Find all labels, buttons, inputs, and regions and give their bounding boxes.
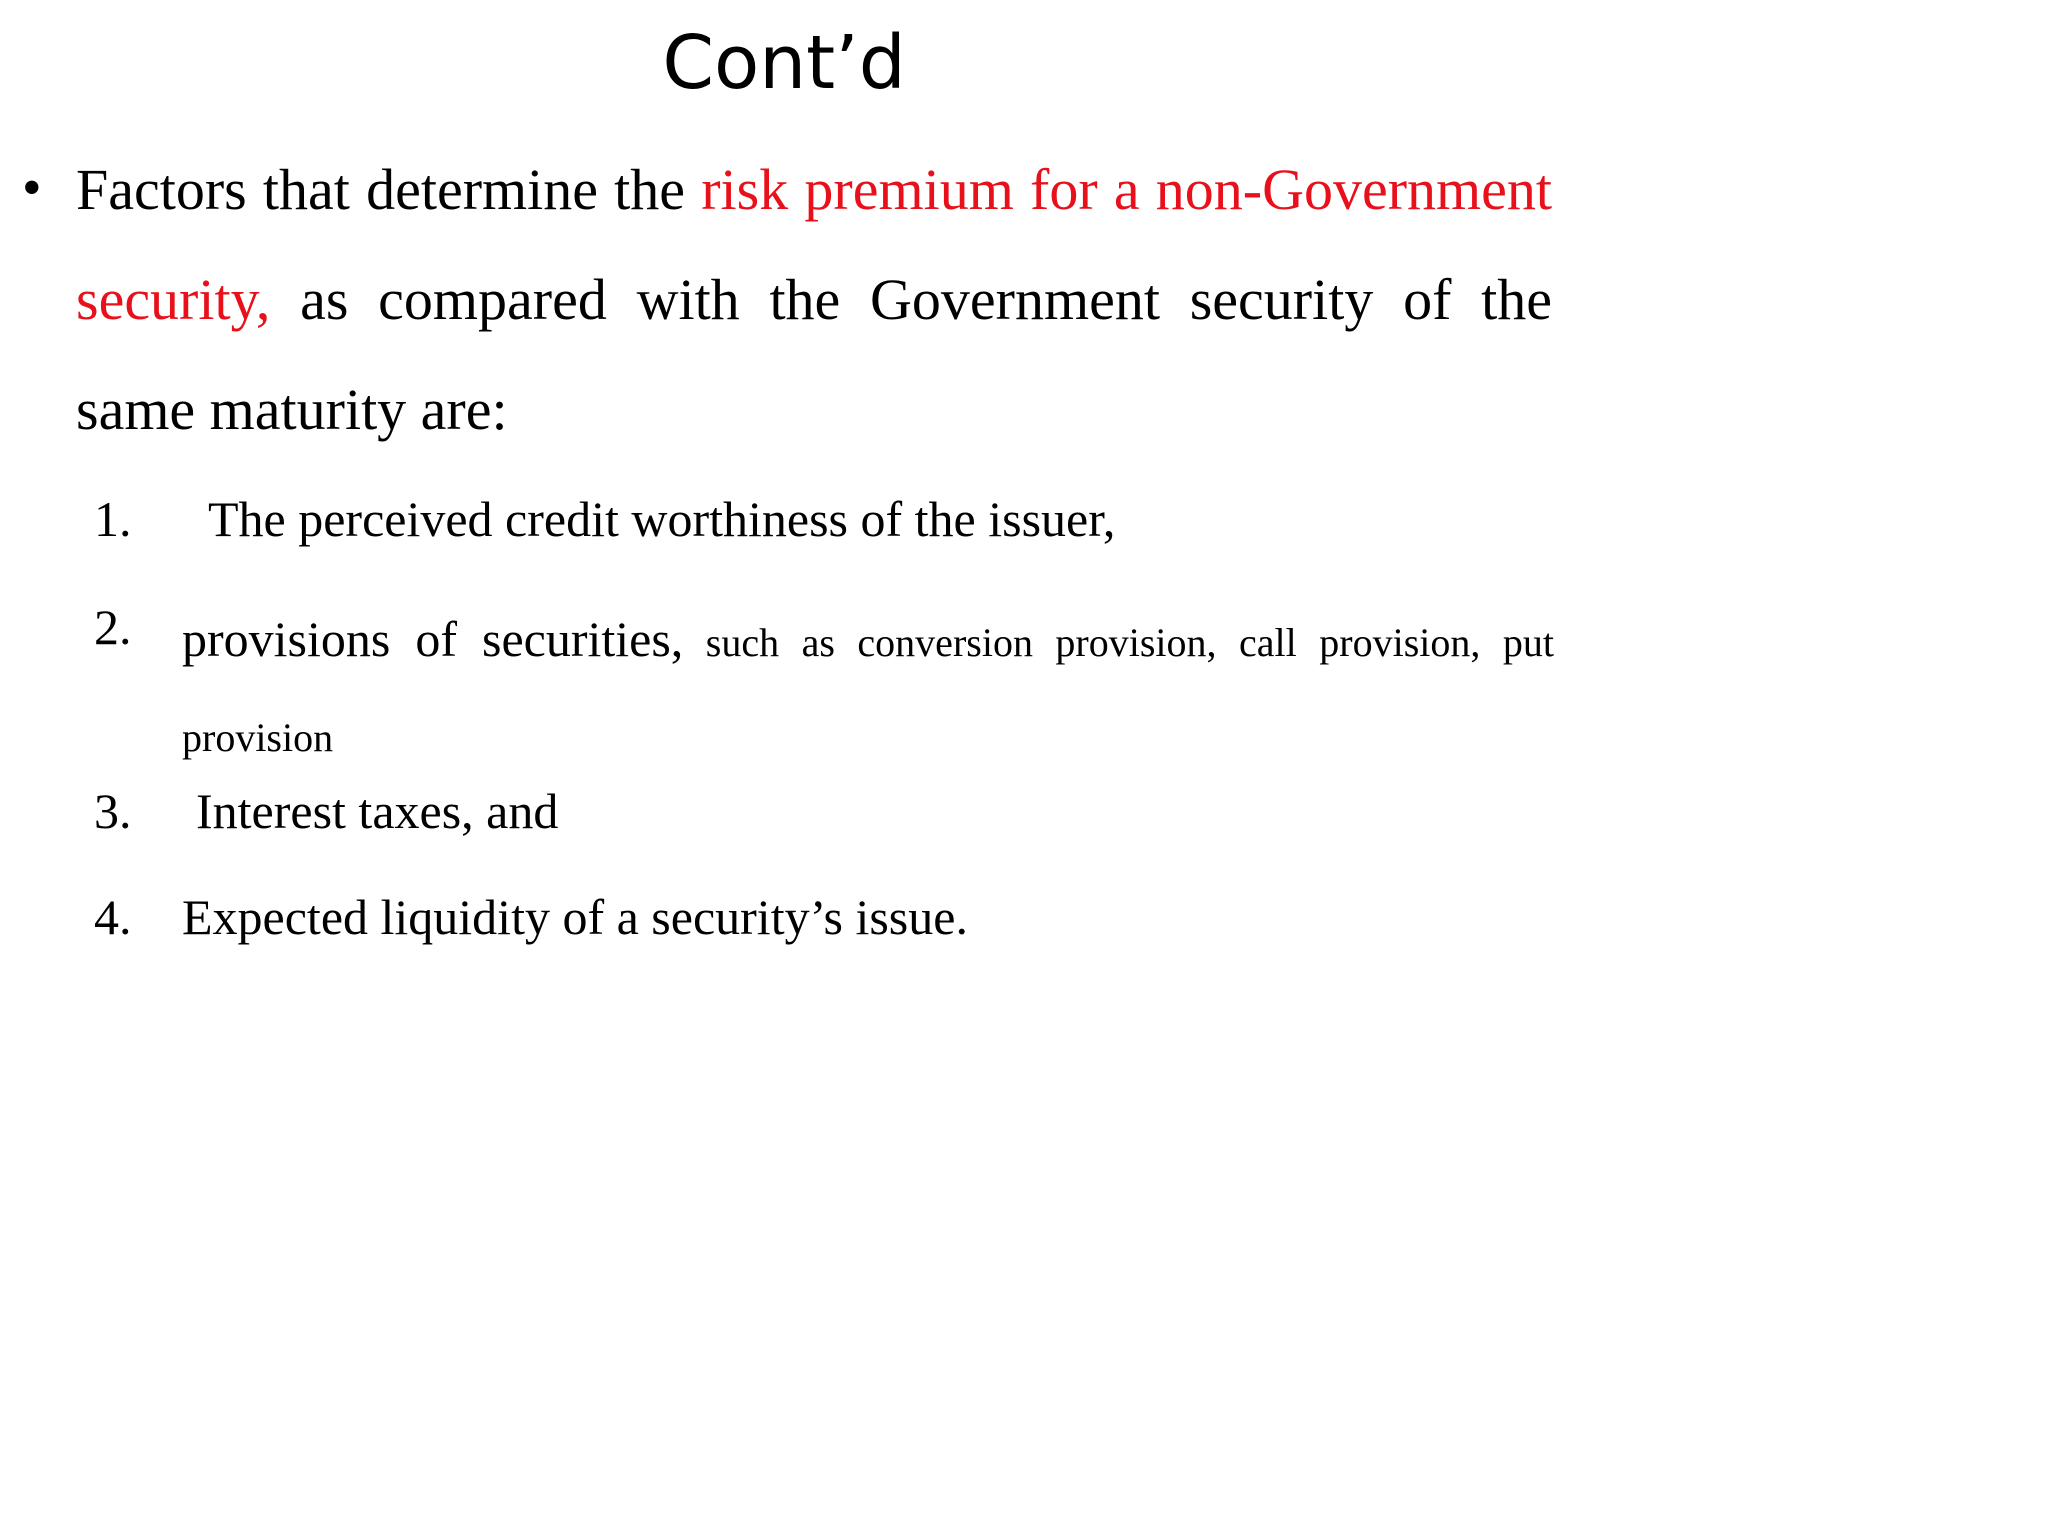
- list-item-1-text: The perceived credit worthiness of the issuer,: [208, 491, 1116, 547]
- bullet-marker: •: [22, 157, 42, 219]
- bullet-highlight: risk premium for a non-Government security,: [76, 157, 1552, 332]
- list-item-4-text: Expected liquidity of a security’s issue.: [182, 889, 968, 945]
- list-number-3: 3.: [94, 783, 132, 839]
- list-number-4: 4.: [94, 889, 132, 945]
- list-number-1: 1.: [94, 491, 132, 547]
- list-item-2-text: [182, 596, 1554, 790]
- list-number-2: 2.: [94, 599, 132, 655]
- bullet-paragraph: [76, 135, 1552, 465]
- slide-title: Cont’d: [662, 20, 906, 106]
- list-item-3-text: Interest taxes, and: [196, 783, 559, 839]
- list-item-2-detail: such as conversion provision, call provision, put provision: [182, 620, 1554, 760]
- bullet-text-before: Factors that determine the: [76, 157, 702, 222]
- bullet-text-after: as compared with the Government security of the same maturity are:: [76, 267, 1552, 442]
- list-item-2-main: provisions of securities,: [182, 611, 684, 667]
